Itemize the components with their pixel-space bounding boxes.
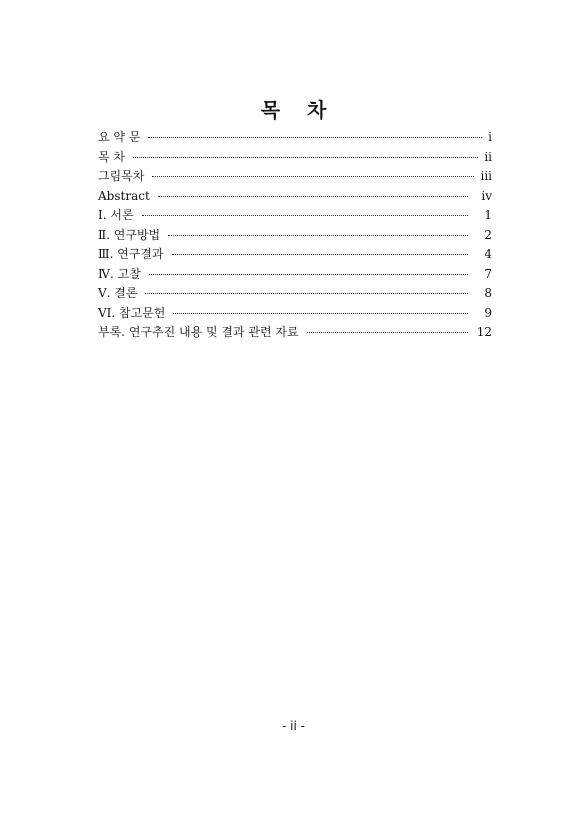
toc-entry-page: 8	[484, 286, 492, 300]
toc-entry-label: Ⅰ. 서론	[98, 208, 134, 222]
toc-leader-dots	[168, 235, 468, 236]
toc-entry-contents[interactable]	[98, 148, 492, 168]
toc-entry-label: Ⅴ. 결론	[98, 286, 138, 300]
toc-entry-references[interactable]	[98, 304, 492, 324]
toc-leader-dots	[158, 196, 468, 197]
toc-leader-dots	[173, 313, 468, 314]
toc-entry-label: Ⅲ. 연구결과	[98, 247, 164, 261]
toc-leader-dots	[152, 176, 474, 177]
toc-entry-page: 12	[476, 325, 492, 339]
toc-entry-introduction[interactable]	[98, 206, 492, 226]
toc-entry-conclusion[interactable]	[98, 284, 492, 304]
toc-entry-label: Ⅳ. 고찰	[98, 266, 141, 281]
toc-entry-page: i	[488, 130, 492, 144]
toc-entry-appendix[interactable]	[98, 323, 492, 343]
toc-entry-page: ii	[484, 149, 492, 164]
toc-leader-dots	[148, 137, 482, 138]
toc-entry-page: 7	[484, 266, 492, 281]
toc-entry-label: Abstract	[98, 188, 150, 203]
toc-entry-page: 2	[484, 227, 492, 242]
toc-entry-abstract[interactable]	[98, 187, 492, 207]
toc-entry-page: iii	[480, 169, 492, 183]
toc-leader-dots	[172, 254, 468, 255]
toc-entry-page: iv	[481, 188, 492, 203]
toc-entry-methods[interactable]	[98, 226, 492, 246]
toc-entry-label: 그림목차	[98, 169, 145, 183]
toc-entry-figures[interactable]	[98, 167, 492, 187]
toc-leader-dots	[149, 274, 468, 275]
toc-entry-discussion[interactable]	[98, 265, 492, 285]
toc-entry-results[interactable]	[98, 245, 492, 265]
toc-entry-label: 목 차	[98, 149, 125, 164]
toc-entry-summary[interactable]	[98, 128, 492, 148]
toc-entry-label: 요 약 문	[98, 130, 141, 144]
table-of-contents	[98, 128, 492, 343]
toc-leader-dots	[307, 332, 468, 333]
toc-entry-page: 1	[484, 208, 492, 222]
toc-entry-label: Ⅱ. 연구방법	[98, 227, 161, 242]
toc-entry-page: 9	[484, 305, 492, 320]
toc-leader-dots	[133, 157, 478, 158]
toc-leader-dots	[145, 293, 468, 294]
toc-entry-page: 4	[484, 247, 492, 261]
toc-entry-label: VI. 참고문헌	[98, 305, 166, 320]
page-title: 목 차	[260, 98, 337, 122]
toc-entry-label: 부록. 연구추진 내용 및 결과 관련 자료	[98, 325, 299, 339]
toc-leader-dots	[142, 215, 468, 216]
page-number-footer: - ii -	[282, 719, 305, 733]
